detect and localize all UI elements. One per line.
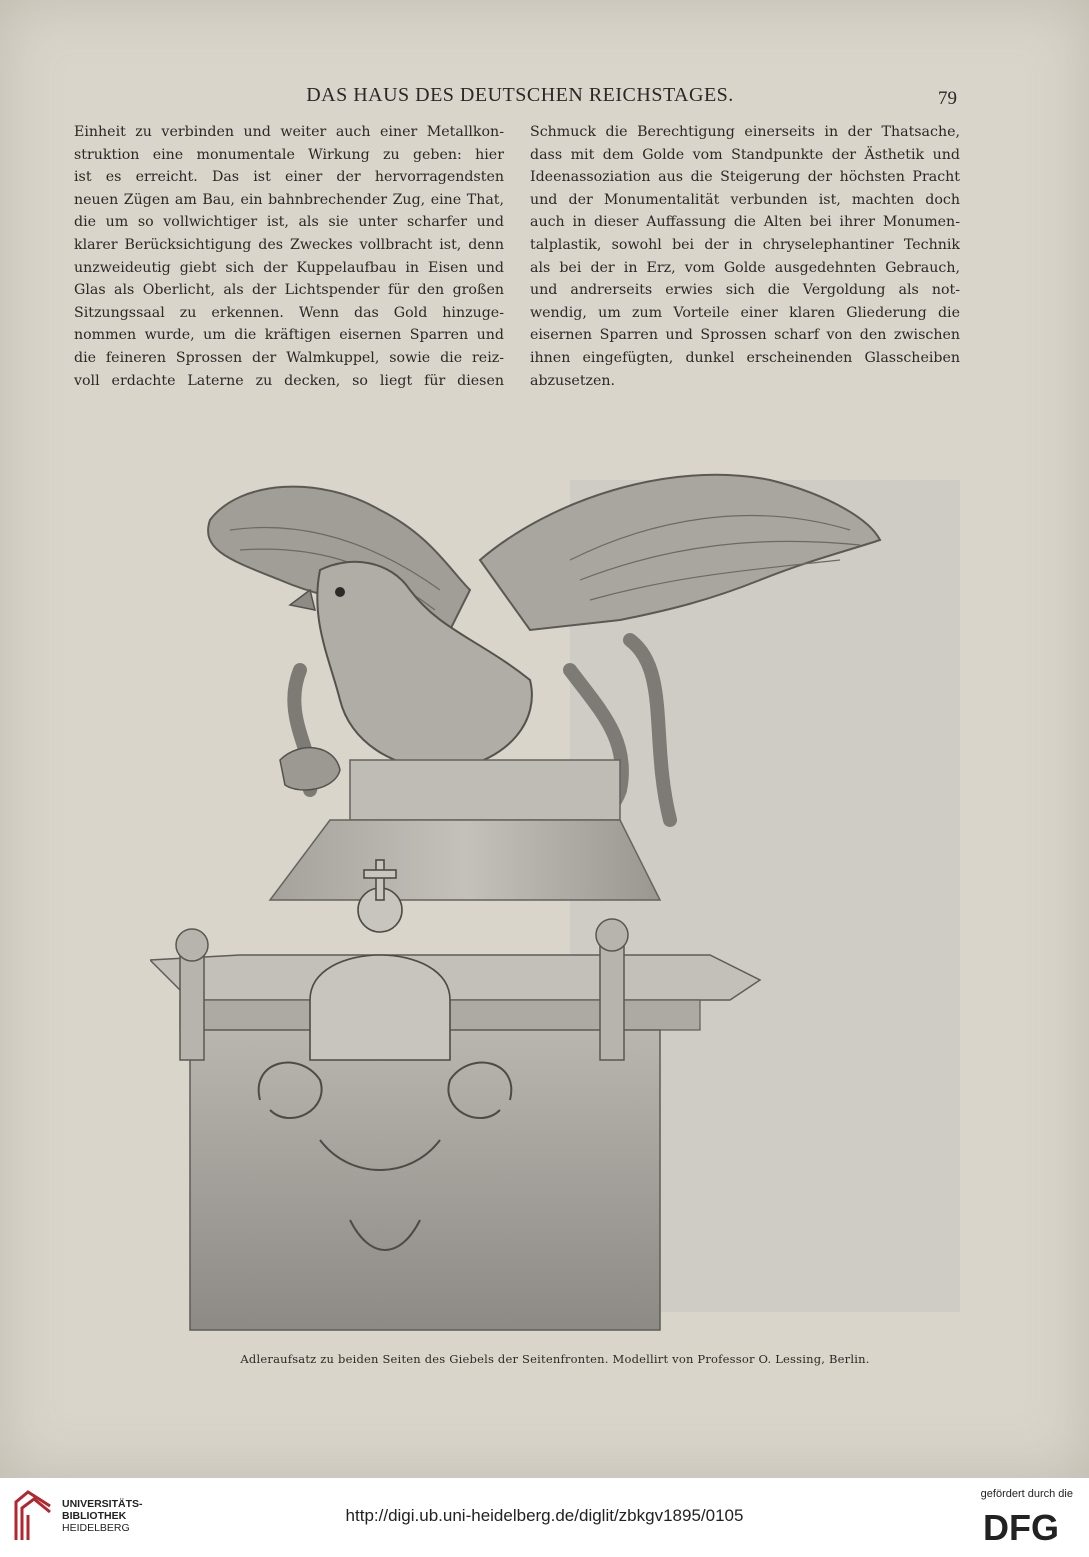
text-line: ist es erreicht. Das ist einer der hervorragendsten — [74, 169, 504, 186]
funding-note: gefördert durch die — [980, 1488, 1073, 1500]
text-line: talplastik, sowohl bei der in chryselephantiner Technik — [530, 236, 960, 253]
text-line: auch in dieser Auffassung die Alten bei ihrer Monumen- — [530, 214, 960, 231]
page-number: 79 — [938, 88, 957, 109]
text-line: klarer Berücksichtigung des Zweckes vollbracht ist, denn — [74, 236, 504, 253]
text-line: Einheit zu verbinden und weiter auch einer Metallkon- — [74, 124, 504, 140]
institution-line: HEIDELBERG — [62, 1522, 130, 1534]
text-column-right — [530, 121, 960, 392]
text-line: wendig, um zum Vorteile einer klaren Gliederung die — [530, 304, 960, 321]
text-line: Ideenassoziation aus die Steigerung der höchsten Pracht — [530, 169, 960, 186]
permalink-url[interactable]: http://digi.ub.uni-heidelberg.de/diglit/zbkgv1895/0105 — [345, 1506, 744, 1525]
eagle-sculpture-illustration — [150, 440, 960, 1332]
text-line: die um so vollwichtiger ist, als sie unter scharfer und — [74, 214, 504, 231]
text-line: und der Monumentalität verbunden ist, machten doch — [530, 191, 960, 208]
footer-bar — [0, 1478, 1089, 1557]
text-line: Sitzungssaal zu erkennen. Wenn das Gold hinzuge- — [74, 304, 504, 321]
text-line: und andrerseits erwies sich die Vergoldung als not- — [530, 282, 960, 299]
text-line: nommen wurde, um die kräftigen eisernen Sparren und — [74, 327, 504, 344]
institution-line: UNIVERSITÄTS- — [62, 1498, 143, 1510]
text-line: die feineren Sprossen der Walmkuppel, sowie die reiz- — [74, 349, 504, 366]
text-line: neuen Zügen am Bau, ein bahnbrechender Zug, eine That, — [74, 191, 504, 208]
text-line: Schmuck die Berechtigung einerseits in der Thatsache, — [530, 124, 960, 140]
text-line: struktion eine monumentale Wirkung zu geben: hier — [74, 146, 504, 163]
text-line: voll erdachte Laterne zu decken, so liegt für diesen — [74, 372, 504, 389]
text-line: dass mit dem Golde vom Standpunkte der Ästhetik und — [530, 146, 960, 163]
figure-caption: Adleraufsatz zu beiden Seiten des Giebels der Seitenfronten. Modellirt von Professor O. Lessing, Berlin. — [240, 1352, 870, 1366]
text-line: als bei der in Erz, vom Golde ausgedehnten Gebrauch, — [530, 259, 960, 276]
text-line: unzweideutig giebt sich der Kuppelaufbau in Eisen und — [74, 259, 504, 276]
text-line: abzusetzen. — [530, 372, 616, 389]
text-line: eisernen Sparren und Sprossen scharf von den zwischen — [530, 327, 960, 344]
institution-line: BIBLIOTHEK — [62, 1510, 127, 1522]
text-line: ihnen eingefügten, dunkel erscheinenden Glasscheiben — [530, 349, 960, 366]
dfg-logo-icon — [969, 1508, 1073, 1544]
dfg-logo-text: DFG — [983, 1508, 1059, 1544]
text-line: Glas als Oberlicht, als der Lichtspender für den großen — [74, 282, 504, 299]
running-head: DAS HAUS DES DEUTSCHEN REICHSTAGES. — [306, 84, 734, 106]
text-column-left — [74, 121, 504, 392]
